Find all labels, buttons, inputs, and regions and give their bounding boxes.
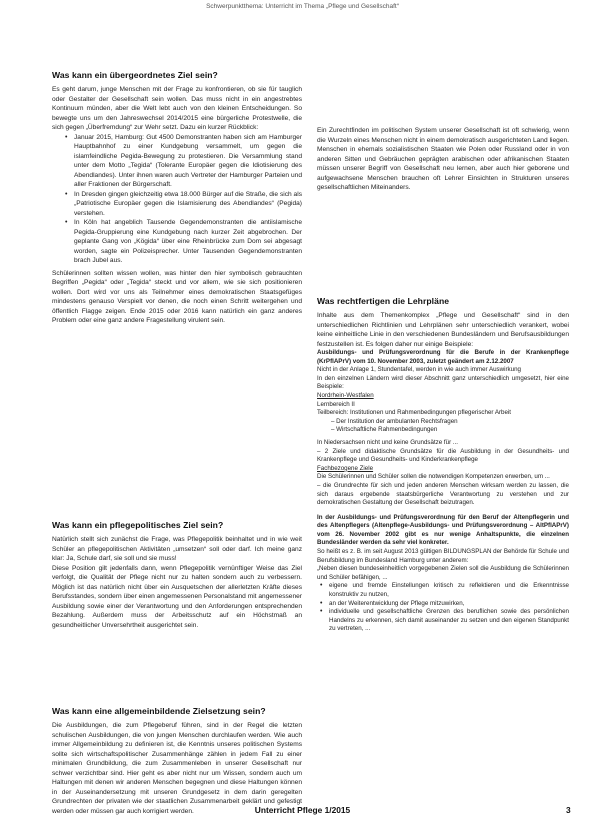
section-general-education-continued [317,60,569,193]
text-line: In Niedersachsen nicht und keine Grundsätze für ... [317,438,459,446]
paragraph: Es geht darum, junge Menschen mit der Frage zu konfrontieren, ob sie für tauglich oder Gestalter der Gesellschaft sein wollen. Das muss nicht in ein angestrebtes Kontinuum münden, aber die Welt lebt auch von den kleinen Entscheidungen. So bewegte uns um den Jahreswechsel 2014/2015 eine bürgerliche Protestwelle, die sich gegen „Überfremdung“ zur Wehr setzt. Dazu ein kurzer Rückblick: [52,86,302,131]
paragraph: Inhalte aus dem Themenkomplex „Pflege und Gesellschaft“ sind in den unterschiedlichen Richtlinien und Lehrplänen sehr unterschiedlich verankert, wobei keine einheitliche Linie in den verschiedenen Bundesländern und Berufsausbildungen festzustellen ist. Es folgen daher nur einige Beispiele: [317,312,569,348]
regulation-title: Ausbildungs- und Prüfungsverordnung für die Berufe in der Krankenpflege (KrPflAPrV) vom 10. November 2003, zuletzt geändert am 2.12.2007 [317,349,569,365]
text-line: – Wirtschaftliche Rahmenbedingungen [331,426,438,434]
section-curricula [317,296,569,634]
running-head: Schwerpunktthema: Unterricht im Thema „Pflege und Gesellschaft“ [206,3,399,10]
bullet-list [317,582,569,634]
paragraph: Natürlich stellt sich zunächst die Frage, was Pflegepolitik beinhaltet und in wie weit Schüler an pflegepolitischen Aktivitäten „umsetzen“ soll oder darf. Ich meine ganz klar: Ja, Schule darf, sie soll und sie muss! [52,536,302,562]
text-line: Die Schülerinnen und Schüler sollen die notwendigen Kompetenzen erwerben, um ... [317,473,550,481]
list-item: • individuelle und gesellschaftliche Grenzen des beruflichen sowie des persönlichen Handelns zu erkennen, sich damit auseinander zu setzen und den eigenen Standpunkt zu vertreten, ... [329,608,569,634]
text-line: „Neben diesen bundeseinheitlich vorgegebenen Zielen soll die Ausbildung die Schülerinnen und Schüler befähigen, ... [317,565,569,581]
bullet-list [52,133,302,266]
text-line: Nordrhein-Westfalen [317,391,374,399]
footer-title: Unterricht Pflege 1/2015 [254,805,351,815]
text-line: Fachbezogene Ziele [317,464,374,472]
section-title: Was kann ein pflegepolitisches Ziel sein? [52,520,224,530]
list-item: • Januar 2015, Hamburg: Gut 4500 Demonstranten haben sich am Hamburger Hauptbahnhof zu einer Kundgebung versammelt, um gegen die islamfeindliche Pegida-Bewegung zu protestieren. Die Versammlung stand unter dem Motto „Tegida“ (Tolerante Europäer gegen die Idiotisierung des Abendlandes). Unter ihnen waren auch Vertreter der Hamburger Parteien und aller Fraktionen der Bürgerschaft. [74,133,302,190]
section-overarching-goal [52,70,302,326]
list-item: • an der Weiterentwicklung der Pflege mitzuwirken, [329,600,569,609]
list-item: • eigene und fremde Einstellungen kritisch zu reflektieren und die Erkenntnisse konstruktiv zu nutzen, [329,582,569,599]
paragraph: Ein Zurechtfinden im politischen System unserer Gesellschaft ist oft schwierig, wenn die Wurzeln eines Menschen nicht in einem demokratisch ausgerichteten Land liegen. Menschen in ehemals sozialistischen Staaten wie Polen oder Russland oder in von anderen Sitten und Gebräuchen geprägten arabischen oder afrikanischen Staaten müssen unserer Begriff von Gesellschaft neu lernen, aber auch hier geborene und aufgewachsene Menschen brauchen oft Lehrer Einsichten in Strukturen unseres gesellschaftlichen Miteinanders. [317,127,569,191]
text-line: In den einzelnen Ländern wird dieser Abschnitt ganz unterschiedlich umgesetzt, hier eine Beispiele: [317,374,569,391]
text-line: Lernbereich II [317,400,355,408]
section-care-policy-goal [52,520,302,630]
section-title: Was kann ein übergeordnetes Ziel sein? [52,70,218,80]
section-title: Was kann eine allgemeinbildende Zielsetzung sein? [52,706,266,716]
paragraph: Die Ausbildungen, die zum Pflegeberuf führen, sind in der Regel die letzten schulischen Ausbildungen, die von jungen Menschen durchlaufen werden. Wie auch immer Allgemeinbildung zu definieren ist, die Kenntnis unseres politischen Systems sollte sich wirtschaftspolitischer Zusammenhänge zählen in jedem Fall zu einer minimalen Grundbildung, die zum Zusammenleben in unserer Gesellschaft nur schwer verzichtbar sind. Hier geht es aber nicht nur um Wissen, sondern auch um Haltungen mit denen wir anderen Menschen begegnen und diese Haltungen können in der Auseinandersetzung mit unseren Grundgesetz in dem darin geregelten Grundrechten der privaten wie der staatlichen Zusammenarbeit geklärt und gefestigt werden oder müssen gar auch korrigiert werden. [52,722,302,815]
paragraph: Schülerinnen sollten wissen wollen, was hinter den hier symbolisch gebrauchten Begriffen „Pegida“ oder „Tegida“ steckt und vor allem, wie sie sich positionieren wollen. Dort wird vor uns als Teilnehmer eines demokratischen Staatsgefüges mindestens genauso Verspielt vor denen, die noch einen Schritt weitergehen und öffentlich Flagge zeigen. Ende 2015 oder 2016 kann natürlich ein ganz anderes Problem oder eine ganz andere Fragestellung virulent sein. [52,269,302,324]
page-number: 3 [566,805,571,815]
regulation-title: In der Ausbildungs- und Prüfungsverordnung für den Beruf der Altenpflegerin und des Altenpflegers (Altenpflege-Ausbildungs- und Prüfungsverordnung – AltPflAPrV) vom 26. November 2002 gibt es nur wenige Anhaltspunkte, die einzelnen Bundesländer werden da sehr viel konkreter. [317,513,569,547]
list-item: • In Dresden gingen gleichzeitig etwa 18.000 Bürger auf die Straße, die sich als „Patriotische Europäer gegen die Islamisierung des Abendlandes“ (Pegida) verstehen. [74,190,302,219]
text-line: So heißt es z. B. im seit August 2013 gültigen BILDUNGSPLAN der Behörde für Schule und Berufsbildung im Bundesland Hamburg unter anderem: [317,548,569,564]
text-line: – 2 Ziele und didaktische Grundsätze für die Ausbildung in der Gesundheits- und Krankenpflege und Gesundheits- und Kinderkrankenpflege [317,447,569,464]
section-general-education-goal [52,706,302,815]
text-line: Teilbereich: Institutionen und Rahmenbedingungen pflegerischer Arbeit [317,409,512,417]
list-item: • In Köln hat angeblich Tausende Gegendemonstranten die antiislamische Pegida-Gruppierung eine Kundgebung nach kurzer Zeit abgebrochen. Der geplante Gang von „Kögida“ über eine Rheinbrücke zum Dom sei abgesagt worden, sagte ein Polizeisprecher. Unter Tausenden Gegendemonstranten brach Jubel aus. [74,218,302,266]
paragraph: Diese Position gilt jedenfalls dann, wenn Pflegepolitik vernünftiger Weise das Ziel verfolgt, die Qualität der Pflege nicht nur zu halten sondern auch zu verbessern. Möglich ist das natürlich nicht über ein Ausquetschen der allerletzten Kräfte dieses Berufsstandes, sondern über einen angemessenen Personalstand mit angemessener Ausbildung sowie einer der Verantwortung und den Anforderungen entsprechenden Bezahlung. Außerdem muss der Arbeitsschutz auf ein Höchstmaß an gesundheitlicher Unversehrtheit ausgerichtet sein. [52,564,302,629]
section-title: Was rechtfertigen die Lehrpläne [317,296,450,306]
text-line: Nicht in der Anlage 1, Stundentafel, werden in wie auch immer Auswirkung [317,366,521,374]
text-line: – Der Institution der ambulanten Rechtsfragen [331,417,458,425]
text-line: – die Grundrechte für sich und jeden anderen Menschen wirksam werden zu lassen, die sich daraus ergebende staatsbürgerliche Verantwortung zu verstehen und zur demokratischen Gestaltung der Gesellschaft beizutragen. [317,481,569,507]
